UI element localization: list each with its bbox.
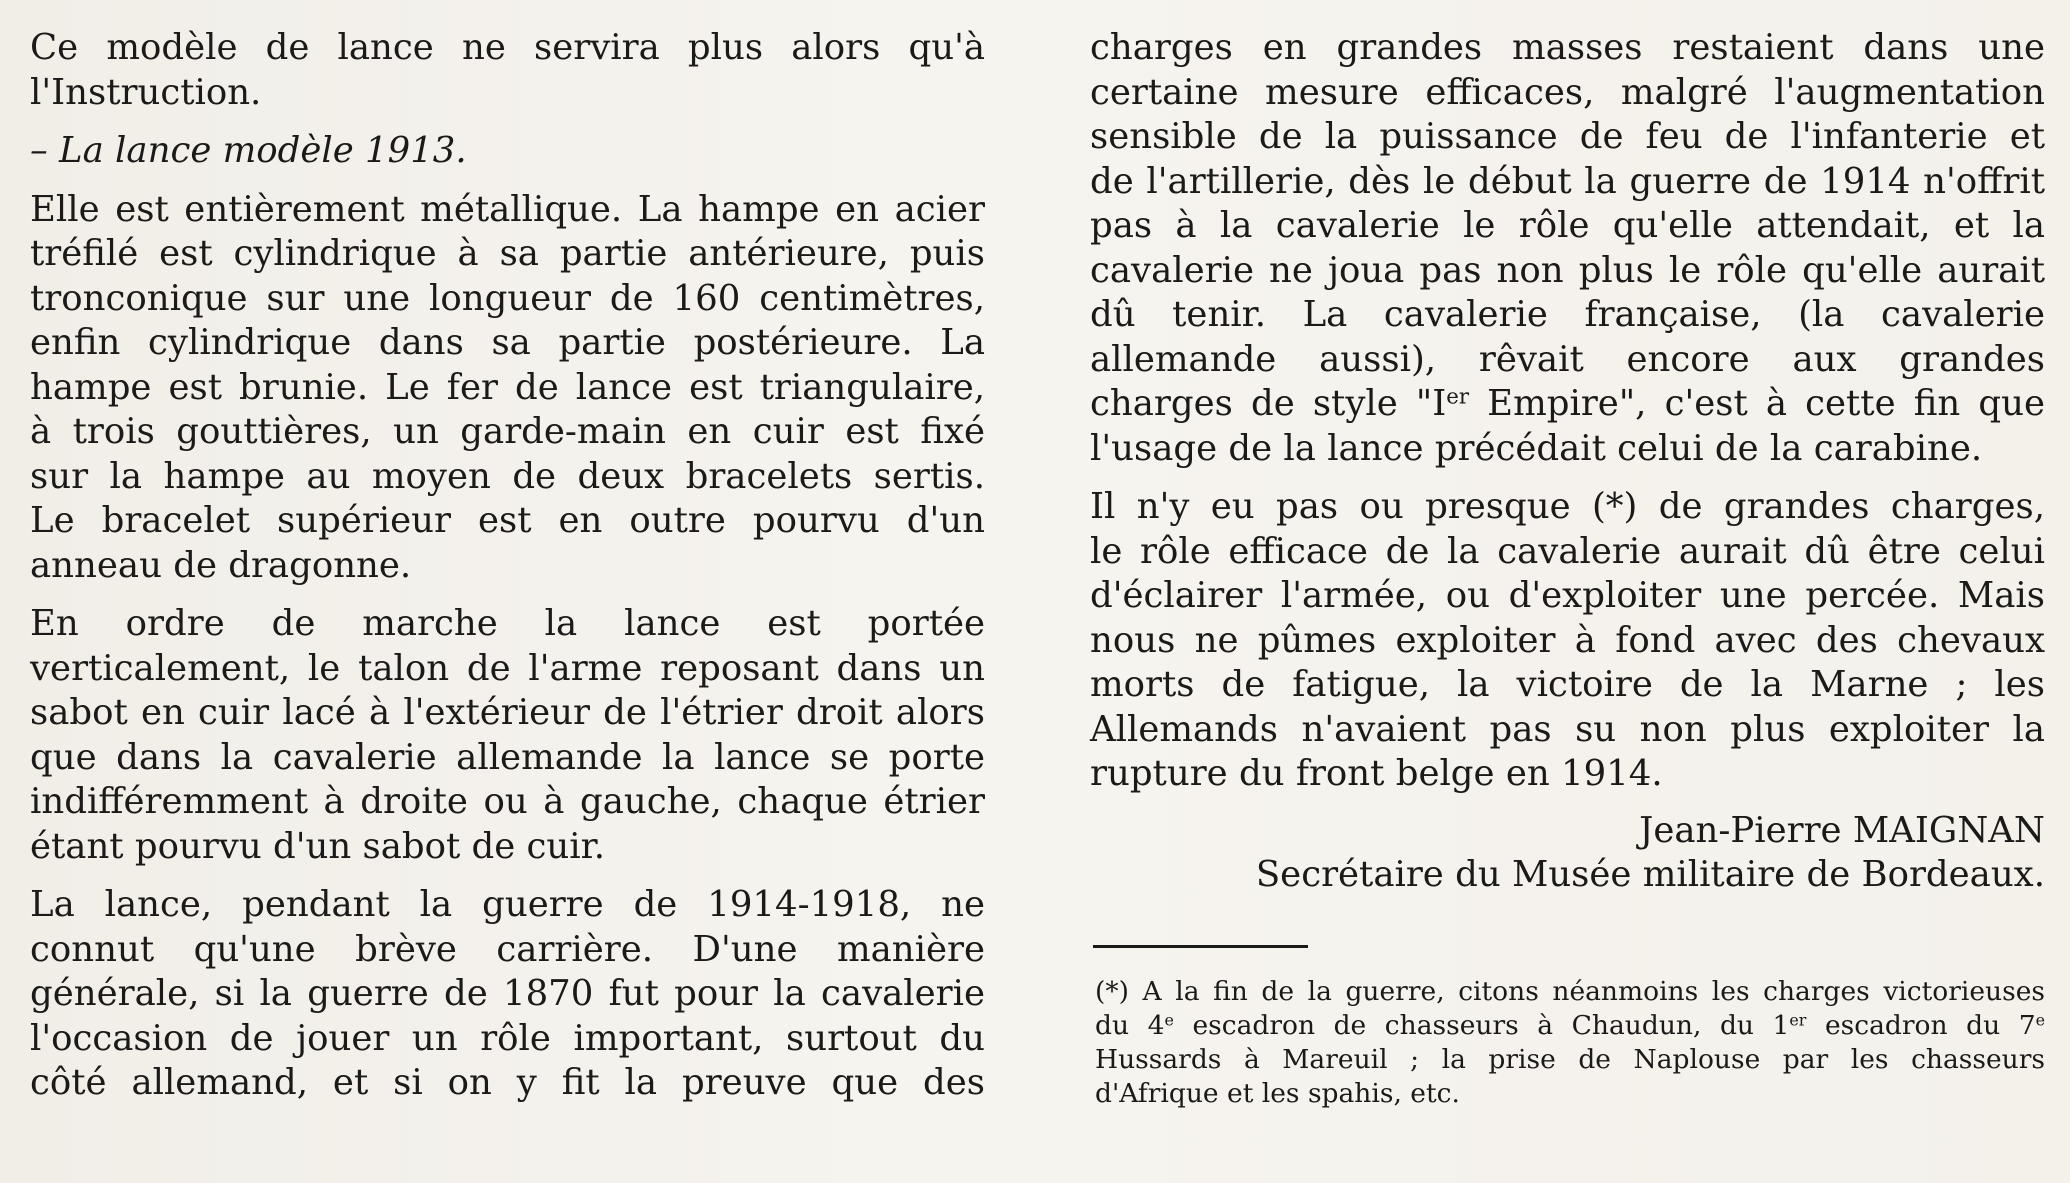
text-line: à trois gouttières, un garde-main en cuir est fixé <box>30 411 985 452</box>
text-line: nous ne pûmes exploiter à fond avec des chevaux <box>1090 619 2045 661</box>
text-line: tréfilé est cylindrique à sa partie antérieure, puis <box>30 233 985 274</box>
footnote-rule <box>1093 945 1308 948</box>
signature-block <box>1090 809 2045 898</box>
text-line: certaine mesure efficaces, malgré l'augmentation <box>1090 71 2045 113</box>
text-line: dû tenir. La cavalerie française, (la cavalerie <box>1090 294 2045 335</box>
superscript: e <box>2035 1010 2045 1030</box>
text-line: que dans la cavalerie allemande la lance se porte <box>30 736 985 778</box>
heading-text: – La lance modèle 1913. <box>30 130 467 171</box>
text-line: côté allemand, et si on y fit la preuve que des <box>30 1062 985 1103</box>
text-line: charges en grandes masses restaient dans une <box>1090 27 2045 68</box>
text-line: En ordre de marche la lance est portée <box>30 603 985 644</box>
text-line: de l'artillerie, dès le début la guerre de 1914 n'offrit <box>1090 160 2045 202</box>
text-line: rupture du front belge en 1914. <box>1090 753 1663 794</box>
text-line: Elle est entièrement métallique. La hampe en acier <box>30 188 985 230</box>
text-line: générale, si la guerre de 1870 fut pour la cavalerie <box>30 973 985 1014</box>
text-line: tronconique sur une longueur de 160 centimètres, <box>30 277 985 319</box>
superscript: e <box>1164 1010 1174 1030</box>
text-line: l'usage de la lance précédait celui de la carabine. <box>1090 427 1983 469</box>
footnote-line: Hussards à Mareuil ; la prise de Naplouse par les chasseurs <box>1095 1044 2045 1075</box>
text-line: allemande aussi), rêvait encore aux grandes <box>1090 338 2045 380</box>
text-line: Le bracelet supérieur est en outre pourvu d'un <box>30 500 985 541</box>
footnote <box>1095 975 2045 1111</box>
text-line: Allemands n'avaient pas su non plus exploiter la <box>1090 708 2045 750</box>
text-line: sabot en cuir lacé à l'extérieur de l'étrier droit alors <box>30 692 985 733</box>
paragraph <box>1090 26 2045 471</box>
paragraph <box>1090 485 2045 797</box>
paragraph <box>30 188 985 589</box>
paragraph <box>30 602 985 869</box>
text-line: cavalerie ne joua pas non plus le rôle qu'elle aurait <box>1090 249 2045 291</box>
text-line: l'occasion de jouer un rôle important, surtout du <box>30 1017 985 1059</box>
section-heading <box>30 129 985 174</box>
footnote-line: (*) A la fin de la guerre, citons néanmoins les charges victorieuses <box>1095 976 2045 1007</box>
text-line: anneau de dragonne. <box>30 544 412 586</box>
right-column <box>1090 26 2045 898</box>
text-line: verticalement, le talon de l'arme reposant dans un <box>30 647 985 689</box>
text-line: hampe est brunie. Le fer de lance est triangulaire, <box>30 366 985 408</box>
text-line: sensible de la puissance de feu de l'infanterie et <box>1090 116 2045 157</box>
paragraph <box>30 26 985 115</box>
text-line: La lance, pendant la guerre de 1914-1918, ne <box>30 884 985 925</box>
text-fragment: escadron de chasseurs à Chaudun, du 1 <box>1173 1010 1790 1041</box>
text-line: indifféremment à droite ou à gauche, chaque étrier <box>30 781 985 822</box>
footnote-line <box>1095 1009 2045 1043</box>
text-fragment: charges de style "I <box>1090 383 1447 424</box>
author-title: Secrétaire du Musée militaire de Bordeaux. <box>1255 854 2045 895</box>
text-line: d'éclairer l'armée, ou d'exploiter une percée. Mais <box>1090 575 2045 616</box>
text-line: étant pourvu d'un sabot de cuir. <box>30 825 605 867</box>
footnote-line: d'Afrique et les spahis, etc. <box>1095 1078 1460 1109</box>
left-column <box>30 26 985 1106</box>
text-fragment: escadron du 7 <box>1806 1010 2036 1041</box>
text-line: morts de fatigue, la victoire de la Marne ; les <box>1090 664 2045 705</box>
text-line: Il n'y eu pas ou presque (*) de grandes charges, <box>1090 486 2045 527</box>
text-line: connut qu'une brève carrière. D'une manière <box>30 928 985 970</box>
author-name: Jean-Pierre MAIGNAN <box>1639 809 2045 851</box>
text-fragment: du 4 <box>1095 1010 1165 1041</box>
text-line <box>1090 382 2045 427</box>
text-line: pas à la cavalerie le rôle qu'elle attendait, et la <box>1090 205 2045 246</box>
text-line: enfin cylindrique dans sa partie postérieure. La <box>30 322 985 363</box>
paragraph <box>30 883 985 1106</box>
superscript: er <box>1789 1010 1807 1030</box>
text-line: sur la hampe au moyen de deux bracelets sertis. <box>30 455 985 497</box>
text-line: Ce modèle de lance ne servira plus alors qu'à <box>30 27 985 68</box>
text-fragment: Empire", c'est à cette fin que <box>1469 383 2045 424</box>
text-line: le rôle efficace de la cavalerie aurait dû être celui <box>1090 530 2045 572</box>
superscript: er <box>1446 384 1470 410</box>
text-line: l'Instruction. <box>30 71 262 113</box>
